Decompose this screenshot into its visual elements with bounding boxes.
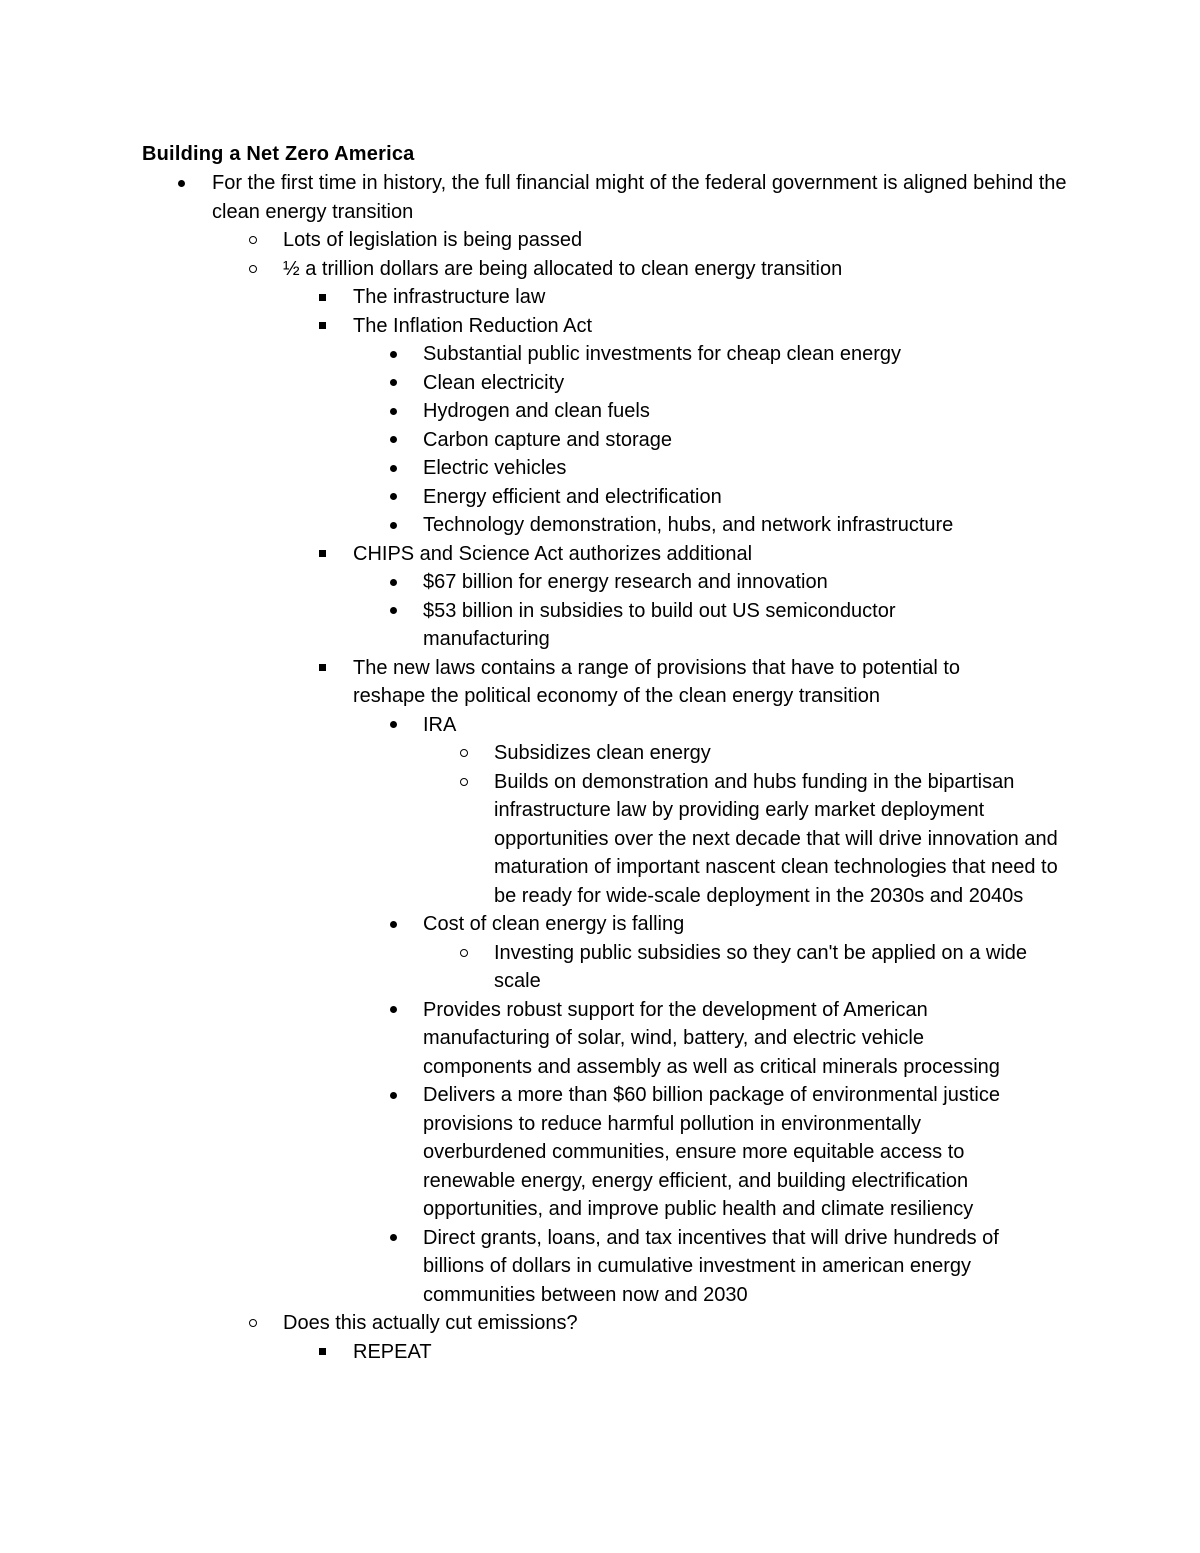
- square-bullet-icon: [319, 654, 326, 683]
- square-bullet-icon: [319, 1338, 326, 1367]
- list-item-text: Hydrogen and clean fuels: [423, 400, 650, 422]
- list-item: [142, 169, 1102, 226]
- list-item: [142, 426, 1082, 455]
- disc-bullet-icon: [390, 910, 397, 939]
- circle-bullet-icon: [460, 739, 468, 768]
- disc-bullet-icon: [390, 369, 397, 398]
- list-item: [142, 711, 1082, 740]
- list-item: [142, 768, 1074, 911]
- list-item: [142, 255, 1082, 284]
- list-item: [142, 597, 1023, 654]
- list-item-text: Cost of clean energy is falling: [423, 913, 685, 935]
- list-item: [142, 654, 1013, 711]
- list-item-text: REPEAT: [353, 1340, 432, 1363]
- list-item: [142, 397, 1082, 426]
- list-item-text: Does this actually cut emissions?: [283, 1312, 578, 1334]
- list-item-text: CHIPS and Science Act authorizes additional: [353, 542, 753, 565]
- list-item-text: Energy efficient and electrification: [423, 485, 722, 508]
- outline-list: [142, 169, 1082, 1366]
- square-bullet-icon: [319, 283, 326, 312]
- list-item: [142, 340, 1082, 369]
- list-item-text: Direct grants, loans, and tax incentives that will drive hundreds of billions of dollars in cumulative investment in american energy communities between now and 2030: [423, 1226, 999, 1306]
- disc-bullet-icon: [390, 1224, 397, 1253]
- circle-bullet-icon: [460, 939, 468, 968]
- disc-bullet-icon: [390, 340, 397, 369]
- list-item-text: Substantial public investments for cheap clean energy: [423, 343, 902, 365]
- list-item-text: Clean electricity: [423, 371, 565, 394]
- circle-bullet-icon: [249, 1309, 257, 1338]
- circle-bullet-icon: [460, 768, 468, 797]
- list-item: [142, 483, 1082, 512]
- list-item: [142, 910, 1082, 939]
- disc-bullet-icon: [390, 996, 397, 1025]
- list-item-text: Investing public subsidies so they can't be applied on a wide scale: [494, 941, 1028, 992]
- list-item-text: The new laws contains a range of provisions that have to potential to reshape the political economy of the clean energy transition: [353, 656, 961, 707]
- list-item: [142, 939, 1074, 996]
- list-item-text: Lots of legislation is being passed: [283, 229, 583, 251]
- list-item: [142, 226, 1082, 255]
- disc-bullet-icon: [390, 568, 397, 597]
- list-item: [142, 1081, 1023, 1224]
- list-item: [142, 1338, 1082, 1367]
- document-page: [142, 140, 1082, 1366]
- list-item-text: $53 billion in subsidies to build out US semiconductor manufacturing: [423, 599, 896, 650]
- list-item-text: The infrastructure law: [353, 286, 546, 308]
- list-item: [142, 1224, 1023, 1310]
- square-bullet-icon: [319, 540, 326, 569]
- disc-bullet-icon: [390, 454, 397, 483]
- circle-bullet-icon: [249, 255, 257, 284]
- list-item: [142, 568, 1082, 597]
- list-item: [142, 996, 1023, 1082]
- list-item: [142, 283, 1082, 312]
- disc-bullet-icon: [178, 169, 185, 198]
- disc-bullet-icon: [390, 1081, 397, 1110]
- disc-bullet-icon: [390, 511, 397, 540]
- disc-bullet-icon: [390, 397, 397, 426]
- list-item-text: For the first time in history, the full financial might of the federal government is aligned behind the clean energy transition: [212, 172, 1067, 223]
- list-item: [142, 540, 1082, 569]
- disc-bullet-icon: [390, 597, 397, 626]
- list-item: [142, 312, 1082, 341]
- list-item: [142, 739, 1082, 768]
- list-item-text: $67 billion for energy research and innovation: [423, 571, 828, 593]
- disc-bullet-icon: [390, 426, 397, 455]
- list-item-text: ½ a trillion dollars are being allocated to clean energy transition: [283, 257, 843, 280]
- square-bullet-icon: [319, 312, 326, 341]
- list-item-text: Delivers a more than $60 billion package of environmental justice provisions to reduce harmful pollution in environmentally overburdened communities, ensure more equitable access to renewable energy, energy efficient, and building electrification opportunities, and improve public health and climate resiliency: [423, 1084, 1000, 1220]
- list-item-text: Subsidizes clean energy: [494, 742, 711, 764]
- list-item-text: The Inflation Reduction Act: [353, 314, 593, 337]
- list-item-text: Carbon capture and storage: [423, 428, 673, 451]
- list-item: [142, 369, 1082, 398]
- list-item: [142, 511, 1082, 540]
- document-title: Building a Net Zero America: [142, 143, 415, 165]
- list-item-text: Technology demonstration, hubs, and network infrastructure: [423, 514, 954, 536]
- disc-bullet-icon: [390, 711, 397, 740]
- list-item: [142, 1309, 1082, 1338]
- disc-bullet-icon: [390, 483, 397, 512]
- list-item-text: Electric vehicles: [423, 457, 567, 479]
- list-item-text: IRA: [423, 713, 457, 736]
- list-item: [142, 454, 1082, 483]
- list-item-text: Provides robust support for the development of American manufacturing of solar, wind, battery, and electric vehicle components and assembly as well as critical minerals processing: [423, 998, 1000, 1078]
- list-item-text: Builds on demonstration and hubs funding in the bipartisan infrastructure law by providing early market deployment opportunities over the next decade that will drive innovation and maturation of important nascent clean technologies that need to be ready for wide-scale deployment in the 2030s and 2040s: [494, 770, 1058, 907]
- circle-bullet-icon: [249, 226, 257, 255]
